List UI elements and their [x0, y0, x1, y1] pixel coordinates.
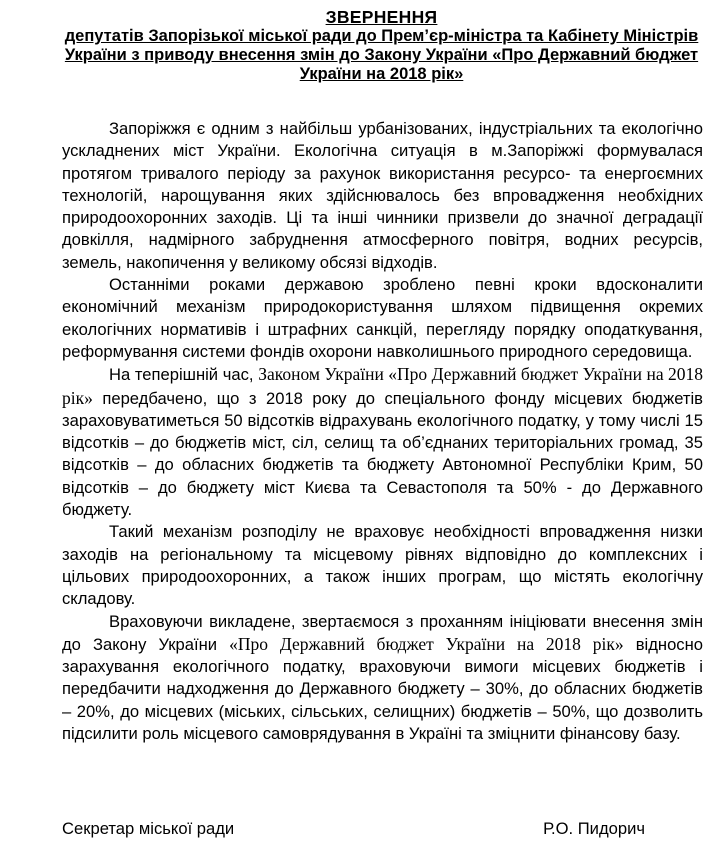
document-title: ЗВЕРНЕННЯ [325, 7, 438, 27]
paragraph-5-law-reference: «Про Державний бюджет України на 2018 рік» [229, 633, 624, 654]
paragraph-3-law-reference: Законом України «Про Державний бюджет України на 2018 рік» [62, 364, 704, 408]
document-subtitle-line-1: депутатів Запорізької міської ради до Прем’єр-міністра та Кабінету Міністрів [64, 27, 699, 45]
paragraph-3-intro: На теперішній час, [109, 365, 259, 385]
paragraph-5-rest: відносно зарахування екологічного податку, враховуючи вимоги місцевих бюджетів і передбачити надходження до Державного бюджету – 30%, до обласних бюджетів – 20%, до місцевих (міських, сільських, селищних) бюджетів – 50%, що дозволить підсилити роль місцевого самоврядування в Україні та зміцнити фінансову базу. [62, 634, 703, 744]
document-body [62, 118, 703, 745]
paragraph-2: Останніми роками державою зроблено певні кроки вдосконалити економічний механізм природокористування шляхом підвищення окремих екологічних нормативів і штрафних санкцій, перегляду порядку оподаткування, реформування системи фондів охорони навколишнього природного середовища. [62, 275, 703, 361]
document-subtitle-line-3: України на 2018 рік» [299, 65, 464, 83]
signature-position: Секретар міської ради [62, 819, 235, 838]
paragraph-5-intro: Враховуючи викладене, звертаємося з проханням ініціювати внесення змін до Закону України [62, 611, 703, 654]
paragraph-4: Такий механізм розподілу не враховує необхідності впровадження низки заходів на регіональному та місцевому рівнях відповідно до комплексних і цільових природоохоронних, а також інших програм, що містять екологічну складову. [62, 522, 703, 609]
signature-block [62, 818, 645, 840]
signature-name: Р.О. Пидорич [543, 819, 645, 838]
paragraph-3 [62, 363, 703, 521]
document-subtitle-line-2: України з приводу внесення змін до Закону України «Про Державний бюджет [64, 46, 699, 64]
paragraph-1: Запоріжжя є одним з найбільш урбанізованих, індустріальних та екологічно ускладнених міст України. Екологічна ситуація в м.Запоріжжі формувалася протягом тривалого періоду за рахунок використання ресурсо- та енергоємних технологій, нарощування яких здійснювалось без впровадження необхідних природоохоронних заходів. Ці та інші чинники призвели до значної деградації довкілля, надмірного забруднення атмосферного повітря, водних ресурсів, земель, накопичення у великому обсязі відходів. [62, 119, 703, 272]
document-header [60, 8, 703, 84]
paragraph-3-rest: передбачено, що з 2018 року до спеціального фонду місцевих бюджетів зараховуватиметься 50 відсотків відрахувань екологічного податку, у тому числі 15 відсотків – до бюджетів міст, сіл, селищ та об’єднаних територіальних громад, 35 відсотків – до обласних бюджетів та бюджету Автономної Республіки Крим, 50 відсотків – до бюджету міст Києва та Севастополя та 50% - до Державного бюджету. [62, 388, 703, 520]
paragraph-5 [62, 611, 703, 746]
